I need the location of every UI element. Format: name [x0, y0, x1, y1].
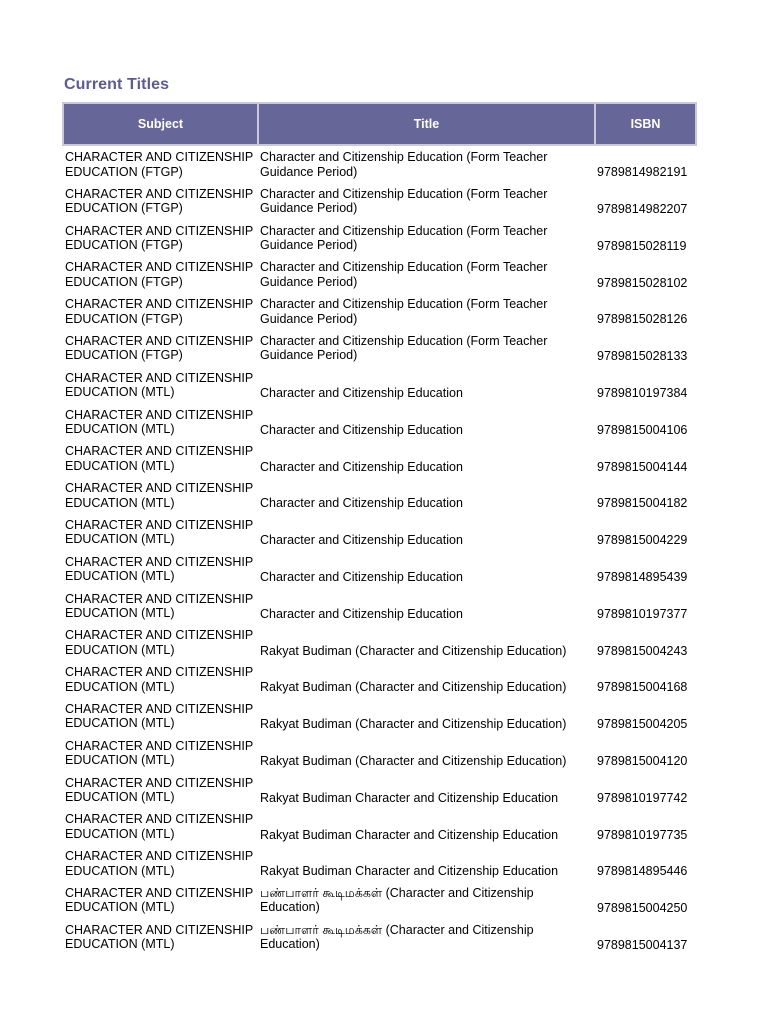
table-row — [63, 661, 696, 698]
cell-isbn: 9789810197384 — [597, 386, 688, 401]
cell-title: Rakyat Budiman (Character and Citizenship Education) — [260, 643, 567, 658]
cell-subject: CHARACTER AND CITIZENSHIP EDUCATION (MTL) — [65, 775, 254, 805]
cell-title: Character and Citizenship Education — [260, 533, 463, 548]
table-row — [63, 808, 696, 845]
cell-title: Rakyat Budiman (Character and Citizenship Education) — [260, 680, 567, 695]
cell-subject: CHARACTER AND CITIZENSHIP EDUCATION (MTL) — [65, 812, 254, 841]
cell-isbn: 9789815004137 — [597, 938, 688, 953]
cell-title: Character and Citizenship Education (Form Teacher Guidance Period) — [260, 333, 548, 363]
cell-isbn: 9789815004144 — [597, 459, 688, 474]
cell-title: Character and Citizenship Education (Form Teacher Guidance Period) — [260, 223, 548, 253]
cell-isbn: 9789814895439 — [597, 570, 688, 585]
cell-isbn: 9789815004120 — [597, 754, 688, 769]
cell-isbn: 9789815004106 — [597, 422, 688, 437]
cell-subject: CHARACTER AND CITIZENSHIP EDUCATION (FTGP) — [65, 186, 254, 216]
cell-isbn: 9789814982191 — [597, 165, 688, 180]
cell-title: Character and Citizenship Education — [260, 422, 463, 437]
cell-isbn: 9789815004205 — [597, 717, 688, 732]
table-row — [63, 145, 696, 183]
cell-subject: CHARACTER AND CITIZENSHIP EDUCATION (MTL) — [65, 554, 254, 584]
cell-title: Character and Citizenship Education — [260, 496, 463, 511]
cell-subject: CHARACTER AND CITIZENSHIP EDUCATION (MTL) — [65, 665, 254, 694]
table-row — [63, 698, 696, 735]
cell-subject: CHARACTER AND CITIZENSHIP EDUCATION (MTL) — [65, 922, 254, 952]
cell-title: Rakyat Budiman Character and Citizenship Education — [260, 790, 559, 805]
cell-subject: CHARACTER AND CITIZENSHIP EDUCATION (MTL) — [65, 628, 254, 657]
table-row — [63, 404, 696, 441]
table-row — [63, 845, 696, 882]
cell-title: Character and Citizenship Education — [260, 606, 463, 621]
cell-isbn: 9789815004182 — [597, 496, 688, 511]
cell-subject: CHARACTER AND CITIZENSHIP EDUCATION (MTL) — [65, 849, 254, 878]
cell-isbn: 9789815028102 — [597, 275, 688, 290]
cell-title: Character and Citizenship Education — [260, 386, 463, 401]
cell-title: Character and Citizenship Education (Form Teacher Guidance Period) — [260, 186, 548, 216]
section-title: Current Titles — [64, 76, 170, 93]
titles-table — [62, 102, 697, 956]
cell-subject: CHARACTER AND CITIZENSHIP EDUCATION (MTL) — [65, 517, 254, 547]
cell-isbn: 9789815004243 — [597, 643, 688, 658]
cell-isbn: 9789810197377 — [597, 606, 688, 621]
cell-title: பண்பாளர் கூடிமக்கள் (Character and Citizenship Education) — [260, 885, 534, 915]
cell-title: Character and Citizenship Education — [260, 459, 463, 474]
table-row — [63, 882, 696, 919]
cell-title: Character and Citizenship Education (Form Teacher Guidance Period) — [260, 260, 548, 289]
cell-subject: CHARACTER AND CITIZENSHIP EDUCATION (MTL) — [65, 591, 254, 621]
table-row — [63, 367, 696, 404]
cell-subject: CHARACTER AND CITIZENSHIP EDUCATION (FTGP) — [65, 333, 254, 363]
cell-subject: CHARACTER AND CITIZENSHIP EDUCATION (MTL) — [65, 885, 254, 915]
table-row — [63, 588, 696, 625]
header-title: Title — [258, 103, 595, 145]
table-row — [63, 183, 696, 220]
table-body — [63, 145, 696, 956]
cell-title: Character and Citizenship Education (Form Teacher Guidance Period) — [260, 297, 548, 326]
cell-isbn: 9789814982207 — [597, 202, 688, 217]
table-row — [63, 220, 696, 257]
table-header-row — [63, 103, 696, 145]
cell-subject: CHARACTER AND CITIZENSHIP EDUCATION (FTGP) — [65, 150, 254, 179]
cell-title: Rakyat Budiman (Character and Citizenship Education) — [260, 754, 567, 769]
table-row — [63, 256, 696, 293]
cell-isbn: 9789810197742 — [597, 790, 688, 805]
cell-subject: CHARACTER AND CITIZENSHIP EDUCATION (MTL) — [65, 738, 254, 768]
cell-isbn: 9789815028126 — [597, 312, 688, 327]
table-row — [63, 624, 696, 661]
cell-title: Rakyat Budiman Character and Citizenship Education — [260, 864, 559, 879]
table-row — [63, 440, 696, 477]
cell-subject: CHARACTER AND CITIZENSHIP EDUCATION (MTL) — [65, 370, 254, 400]
cell-title: Rakyat Budiman (Character and Citizenship Education) — [260, 717, 567, 732]
table-row — [63, 919, 696, 956]
cell-isbn: 9789815004229 — [597, 533, 688, 548]
cell-title: Character and Citizenship Education — [260, 570, 463, 585]
table-row — [63, 514, 696, 551]
cell-isbn: 9789815004250 — [597, 901, 688, 916]
cell-isbn: 9789814895446 — [597, 864, 688, 879]
cell-isbn: 9789815028119 — [597, 238, 687, 253]
table-row — [63, 330, 696, 367]
header-isbn: ISBN — [595, 103, 696, 145]
cell-isbn: 9789810197735 — [597, 827, 688, 842]
cell-title: Rakyat Budiman Character and Citizenship Education — [260, 827, 559, 842]
cell-subject: CHARACTER AND CITIZENSHIP EDUCATION (MTL) — [65, 444, 254, 473]
table-row — [63, 772, 696, 809]
cell-subject: CHARACTER AND CITIZENSHIP EDUCATION (FTGP) — [65, 297, 254, 326]
cell-subject: CHARACTER AND CITIZENSHIP EDUCATION (FTGP) — [65, 223, 254, 253]
table-row — [63, 551, 696, 588]
cell-title: Character and Citizenship Education (Form Teacher Guidance Period) — [260, 150, 548, 179]
header-subject: Subject — [63, 103, 258, 145]
cell-subject: CHARACTER AND CITIZENSHIP EDUCATION (FTGP) — [65, 260, 254, 289]
table-row — [63, 477, 696, 514]
cell-subject: CHARACTER AND CITIZENSHIP EDUCATION (MTL) — [65, 407, 254, 437]
table-row — [63, 735, 696, 772]
cell-isbn: 9789815028133 — [597, 349, 688, 364]
cell-subject: CHARACTER AND CITIZENSHIP EDUCATION (MTL) — [65, 481, 254, 510]
cell-title: பண்பாளர் கூடிமக்கள் (Character and Citizenship Education) — [260, 922, 534, 952]
table-row — [63, 293, 696, 330]
cell-isbn: 9789815004168 — [597, 680, 688, 695]
cell-subject: CHARACTER AND CITIZENSHIP EDUCATION (MTL) — [65, 701, 254, 731]
